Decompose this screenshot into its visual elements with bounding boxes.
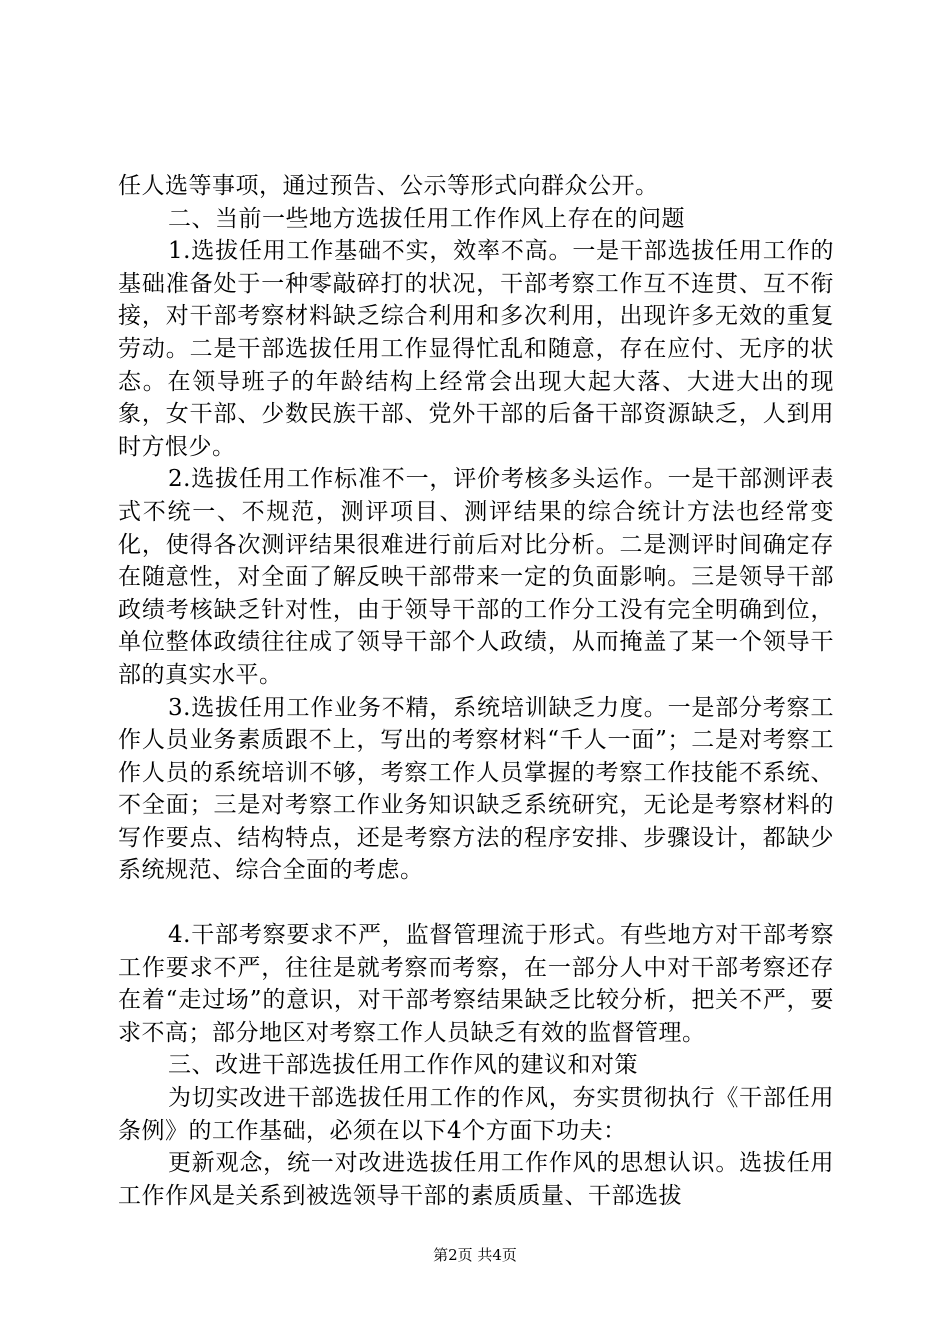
section-heading-2: 二、当前一些地方选拔任用工作作风上存在的问题: [168, 205, 685, 232]
paragraph-continuation: 任人选等事项，通过预告、公示等形式向群众公开。: [118, 173, 659, 199]
paragraph-gap: [118, 887, 834, 919]
section-heading-3: 三、改进干部选拔任用工作作风的建议和对策: [168, 1052, 638, 1079]
paragraph-item-3: 3.选拔任用工作业务不精，系统培训缺乏力度。一是部分考察工作人员业务素质跟不上，写出的考察材料“千人一面”；二是对考察工作人员的系统培训不够，考察工作人员掌握的考察工作技能不系统、不全面；三是对考察工作业务知识缺乏系统研究，无论是考察材料的写作要点、结构特点，还是考察方法的程序安排、步骤设计，都缺少系统规范、综合全面的考虑。: [118, 694, 834, 884]
paragraph-intro: 为切实改进干部选拔任用工作的作风，夯实贯彻执行《干部任用条例》的工作基础，必须在以下4个方面下功夫：: [118, 1085, 834, 1144]
paragraph-item-2: 2.选拔任用工作标准不一，评价考核多头运作。一是干部测评表式不统一、不规范，测评项目、测评结果的综合统计方法也经常变化，使得各次测评结果很难进行前后对比分析。二是测评时间确定存在随意性，对全面了解反映干部带来一定的负面影响。三是领导干部政绩考核缺乏针对性，由于领导干部的工作分工没有完全明确到位，单位整体政绩往往成了领导干部个人政绩，从而掩盖了某一个领导干部的真实水平。: [118, 466, 834, 688]
page-footer: 第2页 共4页: [433, 1246, 517, 1264]
paragraph-measure-1: 更新观念，统一对改进选拔任用工作作风的思想认识。选拔任用工作作风是关系到被选领导干部的素质质量、干部选拔: [118, 1150, 834, 1209]
document-body: [118, 170, 834, 1212]
paragraph-item-1: 1.选拔任用工作基础不实，效率不高。一是干部选拔任用工作的基础准备处于一种零敲碎打的状况，干部考察工作互不连贯、互不衔接，对干部考察材料缺乏综合利用和多次利用，出现许多无效的重复劳动。二是干部选拔任用工作显得忙乱和随意，存在应付、无序的状态。在领导班子的年龄结构上经常会出现大起大落、大进大出的现象，女干部、少数民族干部、党外干部的后备干部资源缺乏，人到用时方恨少。: [118, 238, 834, 460]
paragraph-item-4: 4.干部考察要求不严，监督管理流于形式。有些地方对干部考察工作要求不严，往往是就考察而考察，在一部分人中对干部考察还存在着“走过场”的意识，对干部考察结果缺乏比较分析，把关不严，要求不高；部分地区对考察工作人员缺乏有效的监督管理。: [118, 922, 834, 1046]
